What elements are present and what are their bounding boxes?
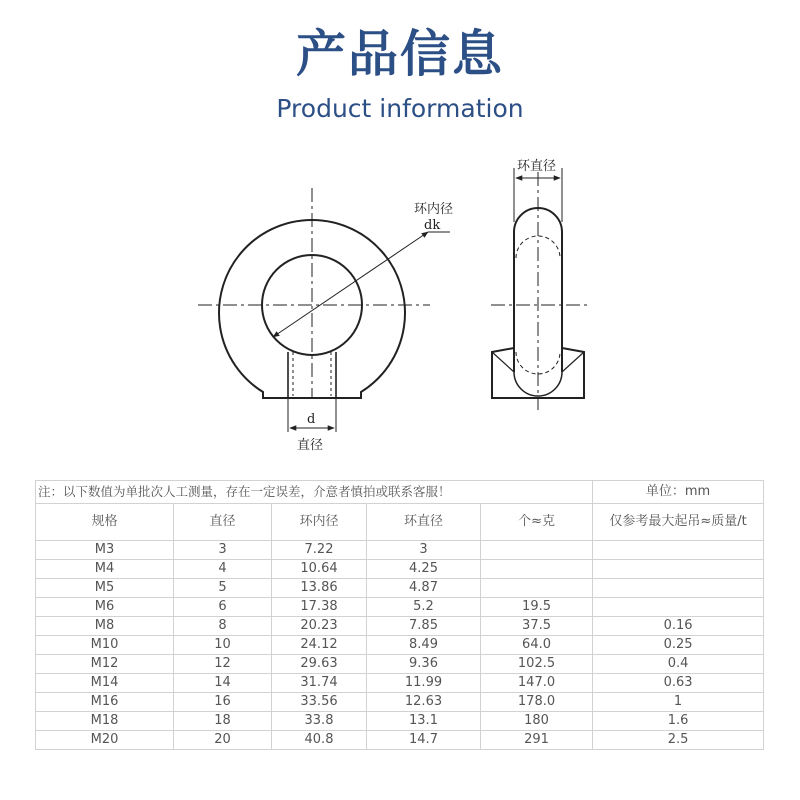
table-cell <box>593 579 764 598</box>
table-cell: M14 <box>36 674 174 693</box>
ring-inner-diameter-label: 环内径 <box>414 202 454 217</box>
front-view <box>198 188 450 432</box>
table-cell: 12 <box>174 655 272 674</box>
table-cell: 14.7 <box>367 731 481 750</box>
table-cell: 0.25 <box>593 636 764 655</box>
side-view <box>491 168 588 410</box>
ring-diameter-label: 环直径 <box>517 159 557 174</box>
table-cell: 180 <box>481 712 593 731</box>
table-cell <box>481 560 593 579</box>
table-cell: 13.86 <box>272 579 367 598</box>
table-cell: 20 <box>174 731 272 750</box>
table-row <box>36 598 764 617</box>
table-header-cell: 个≈克 <box>481 504 593 541</box>
table-cell: 2.5 <box>593 731 764 750</box>
table-cell: M10 <box>36 636 174 655</box>
table-cell: 64.0 <box>481 636 593 655</box>
table-cell: 24.12 <box>272 636 367 655</box>
table-body <box>36 541 764 750</box>
table-cell: 11.99 <box>367 674 481 693</box>
table-cell: 7.22 <box>272 541 367 560</box>
table-cell <box>593 541 764 560</box>
table-cell: 19.5 <box>481 598 593 617</box>
table-cell: M18 <box>36 712 174 731</box>
table-cell: 5.2 <box>367 598 481 617</box>
table-unit: 单位：mm <box>593 481 764 504</box>
dk-label: dk <box>424 218 441 233</box>
table-cell: 18 <box>174 712 272 731</box>
table-header-cell: 规格 <box>36 504 174 541</box>
table-cell: 10.64 <box>272 560 367 579</box>
table-header-cell: 环内径 <box>272 504 367 541</box>
table-cell: 1.6 <box>593 712 764 731</box>
table-header-cell: 直径 <box>174 504 272 541</box>
table-cell: 3 <box>174 541 272 560</box>
table-cell: 12.63 <box>367 693 481 712</box>
page-title: 产品信息 <box>296 25 504 83</box>
table-header-cell: 环直径 <box>367 504 481 541</box>
table-cell: 0.4 <box>593 655 764 674</box>
table-row <box>36 655 764 674</box>
table-cell <box>593 598 764 617</box>
table-cell: M6 <box>36 598 174 617</box>
table-row <box>36 579 764 598</box>
table-cell: 37.5 <box>481 617 593 636</box>
table-cell: 9.36 <box>367 655 481 674</box>
table-row <box>36 617 764 636</box>
table-cell: 13.1 <box>367 712 481 731</box>
table-cell: M12 <box>36 655 174 674</box>
table-cell: 14 <box>174 674 272 693</box>
table-note-row <box>36 481 764 504</box>
table-cell <box>593 560 764 579</box>
table-cell <box>481 579 593 598</box>
table-cell: 0.16 <box>593 617 764 636</box>
diameter-label: 直径 <box>297 438 324 453</box>
table-cell: 178.0 <box>481 693 593 712</box>
table-row <box>36 560 764 579</box>
table-note: 注：以下数值为单批次人工测量，存在一定误差，介意者慎拍或联系客服！ <box>36 481 593 504</box>
table-cell: 7.85 <box>367 617 481 636</box>
d-label: d <box>307 412 316 427</box>
table-cell: 33.56 <box>272 693 367 712</box>
table-cell: 8 <box>174 617 272 636</box>
table-row <box>36 541 764 560</box>
table-cell: 4 <box>174 560 272 579</box>
table-cell: M5 <box>36 579 174 598</box>
table-cell: 6 <box>174 598 272 617</box>
table-cell: 29.63 <box>272 655 367 674</box>
table-cell: 147.0 <box>481 674 593 693</box>
table-cell: M20 <box>36 731 174 750</box>
table-cell: M8 <box>36 617 174 636</box>
table-row <box>36 636 764 655</box>
table-header-row <box>36 504 764 541</box>
table-cell: 291 <box>481 731 593 750</box>
table-cell: 4.25 <box>367 560 481 579</box>
table-cell: 5 <box>174 579 272 598</box>
technical-drawing <box>0 140 800 460</box>
table-cell: 20.23 <box>272 617 367 636</box>
table-cell: 102.5 <box>481 655 593 674</box>
page-subtitle: Product information <box>276 94 524 123</box>
table-row <box>36 712 764 731</box>
table-cell: 1 <box>593 693 764 712</box>
table-cell: 4.87 <box>367 579 481 598</box>
table-cell: 17.38 <box>272 598 367 617</box>
table-cell: 33.8 <box>272 712 367 731</box>
table-row <box>36 693 764 712</box>
table-cell: M3 <box>36 541 174 560</box>
table-row <box>36 674 764 693</box>
table-cell: 3 <box>367 541 481 560</box>
table-cell <box>481 541 593 560</box>
table-cell: 8.49 <box>367 636 481 655</box>
spec-table <box>35 480 764 750</box>
table-cell: 0.63 <box>593 674 764 693</box>
table-header-cell: 仅参考最大起吊≈质量/t <box>593 504 764 541</box>
table-cell: 16 <box>174 693 272 712</box>
table-cell: 10 <box>174 636 272 655</box>
table-row <box>36 731 764 750</box>
table-cell: M4 <box>36 560 174 579</box>
table-cell: M16 <box>36 693 174 712</box>
table-cell: 40.8 <box>272 731 367 750</box>
table-cell: 31.74 <box>272 674 367 693</box>
